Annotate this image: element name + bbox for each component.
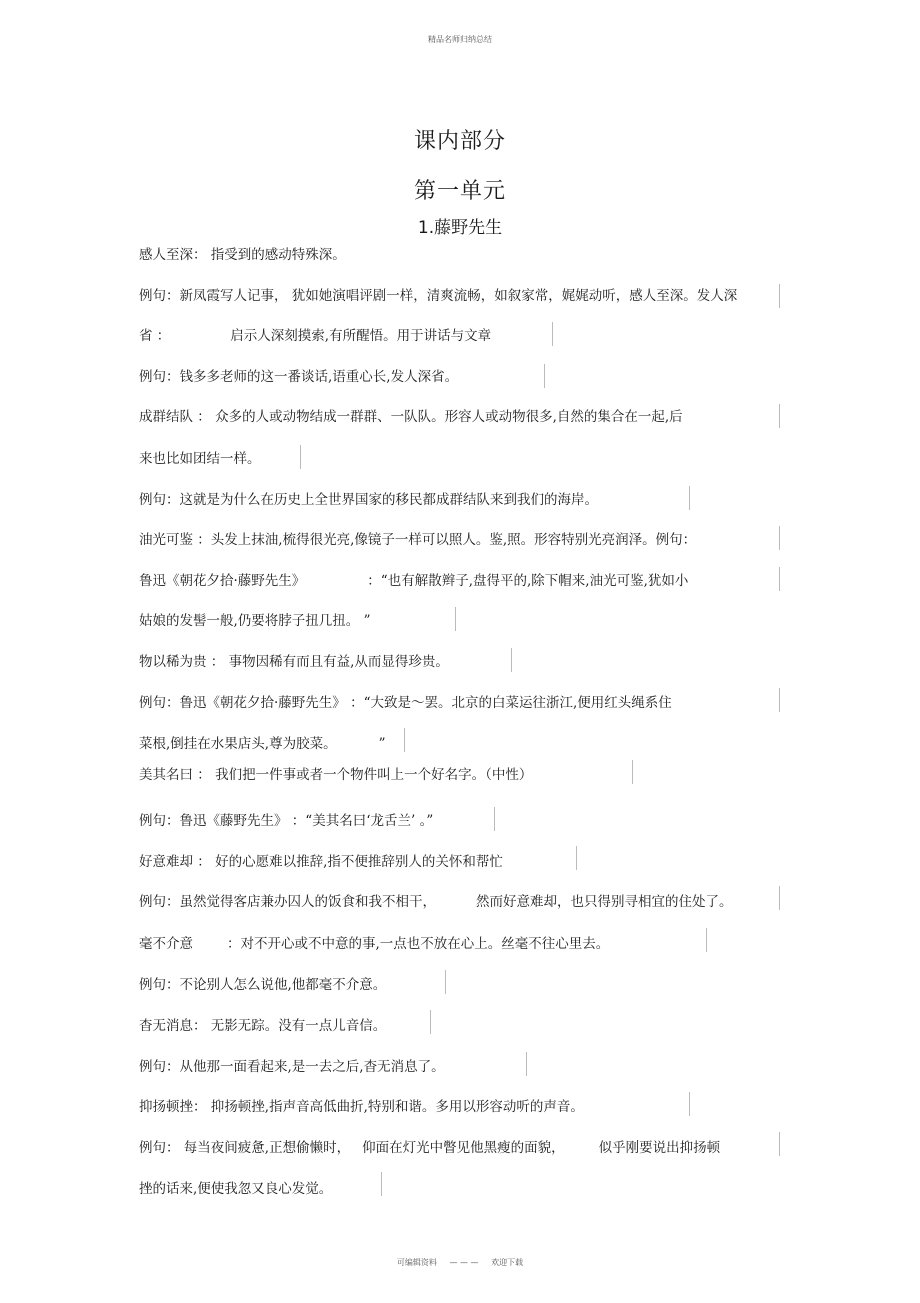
scan-mark [526, 1052, 527, 1076]
example-mei-qi-ming-yue: 例句：鲁迅《藤野先生》 ：“美其名曰‘龙舌兰’ 。” [139, 813, 434, 829]
entry-you-guang-ke-jian: 油光可鉴 ：头发上抹油,梳得很光亮,像镜子一样可以照人。鉴,照。形容特别光亮润泽。例句： [139, 532, 697, 548]
scan-mark [779, 688, 780, 712]
scan-mark [552, 322, 553, 346]
page-footer [0, 1257, 920, 1268]
entry-yi-yang-dun-cuo: 抑扬顿挫： 抑扬顿挫,指声音高低曲折,特别和谐。多用以形容动听的声音。 [139, 1099, 584, 1115]
scan-mark [632, 760, 633, 784]
example-you-guang-ke-jian: 鲁迅《朝花夕拾·藤野先生》 ：“也有解散辫子,盘得平的,除下帽来,油光可鉴,犹如小 [139, 573, 689, 589]
scan-mark [779, 567, 780, 591]
example-gan-ren-zhi-shen: 例句：新凤霞写人记事， 犹如她演唱评剧一样，清爽流畅，如叙家常，娓娓动听，感人至深。发人深 [139, 288, 738, 304]
scan-mark [404, 728, 405, 752]
scan-mark [779, 404, 780, 428]
example-yao-wu-xiao-xi: 例句：从他那一面看起来,是一去之后,杳无消息了。 [139, 1059, 445, 1075]
entry-wu-yi-xi-wei-gui: 物以稀为贵 ： 事物因稀有而且有益,从而显得珍贵。 [139, 654, 449, 670]
scan-mark [779, 526, 780, 550]
scan-mark [544, 364, 545, 388]
scan-mark [300, 445, 301, 469]
entry-yao-wu-xiao-xi: 杳无消息： 无影无踪。没有一点儿音信。 [139, 1018, 387, 1034]
scan-mark [779, 886, 780, 910]
entry-hao-bu-jie-yi: 毫不介意 ：对不开心或不中意的事,一点也不放在心上。丝毫不往心里去。 [139, 936, 610, 952]
scan-mark [779, 284, 780, 308]
example-yi-yang-dun-cuo-cont: 挫的话来,便使我忽又良心发觉。 [139, 1181, 333, 1197]
scan-mark [494, 807, 495, 831]
entry-cheng-qun-jie-dui-cont: 来也比如团结一样。 [139, 451, 261, 467]
scan-mark [455, 607, 456, 631]
example-you-guang-ke-jian-cont: 姑娘的发髻一般,仍要将脖子扭几扭。 ” [139, 613, 371, 629]
example-wu-yi-xi-wei-gui-cont: 菜根,倒挂在水果店头,尊为胶菜。 ” [139, 736, 386, 752]
footer-right: 欢迎下载 [491, 1258, 524, 1267]
scan-mark [576, 846, 577, 870]
part-title: 课内部分 [413, 129, 506, 154]
entry-mei-qi-ming-yue: 美其名曰 ： 我们把一件事或者一个物件叫上一个好名字。（中性） [139, 767, 533, 783]
lesson-title: 1.藤野先生 [417, 218, 503, 238]
entry-cheng-qun-jie-dui: 成群结队 ： 众多的人或动物结成一群群、一队队。形容人或动物很多,自然的集合在一起,后 [139, 409, 683, 425]
scan-mark [706, 928, 707, 952]
unit-title: 第一单元 [413, 179, 506, 204]
scan-mark [689, 1092, 690, 1116]
example-wu-yi-xi-wei-gui: 例句：鲁迅《朝花夕拾·藤野先生》 ：“大致是～罢。北京的白菜运往浙江,便用红头绳系住 [139, 695, 672, 711]
example-hao-bu-jie-yi: 例句：不论别人怎么说他,他都毫不介意。 [139, 977, 387, 993]
scan-mark [445, 970, 446, 994]
example-cheng-qun-jie-dui: 例句：这就是为什么在历史上全世界国家的移民都成群结队来到我们的海岸。 [139, 492, 598, 508]
footer-left: 可编辑资料 [396, 1258, 437, 1267]
example-yi-yang-dun-cuo: 例句： 每当夜间疲惫,正想偷懒时， 仰面在灯光中瞥见他黑瘦的面貌， 似乎刚要说出抑扬顿 [139, 1140, 721, 1156]
footer-dashes: — — — [449, 1258, 479, 1267]
example-hao-yi-nan-que: 例句：虽然觉得客店兼办囚人的饭食和我不相干， 然而好意难却，也只得别寻相宜的住处了。 [139, 894, 733, 910]
scan-mark [430, 1010, 431, 1034]
entry-hao-yi-nan-que: 好意难却 ： 好的心愿难以推辞,指不便推辞别人的关怀和帮忙 [139, 854, 503, 870]
scan-mark [689, 486, 690, 510]
example-fa-ren-shen-xing: 例句：钱多多老师的这一番谈话,语重心长,发人深省。 [139, 369, 459, 385]
entry-gan-ren-zhi-shen: 感人至深： 指受到的感动特殊深。 [139, 247, 346, 263]
scan-mark [779, 1132, 780, 1156]
entry-fa-ren-shen-xing: 省 ： 启示人深刻摸索,有所醒悟。用于讲话与文章 [139, 328, 492, 344]
scan-mark [511, 648, 512, 672]
scan-mark [381, 1172, 382, 1196]
page-header: 精品名师归纳总结 [428, 35, 492, 44]
